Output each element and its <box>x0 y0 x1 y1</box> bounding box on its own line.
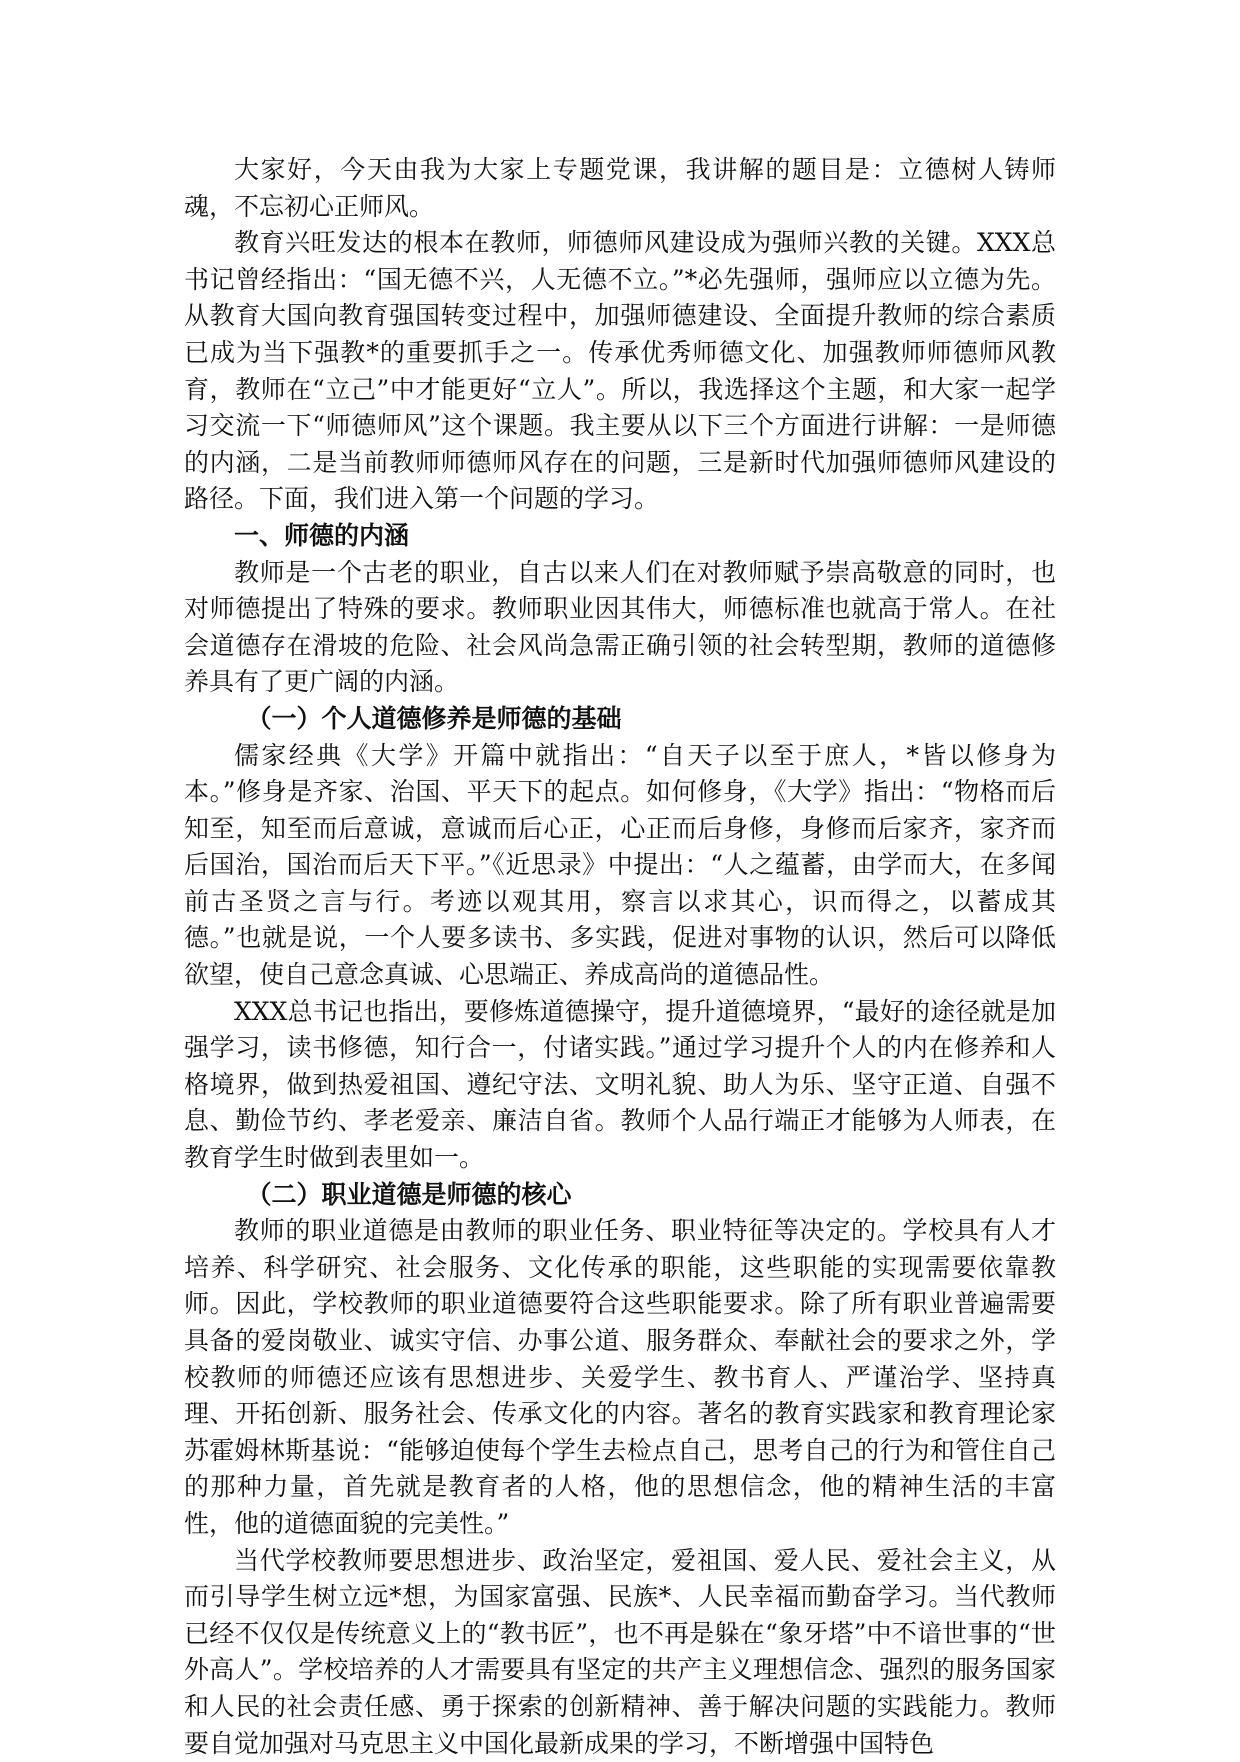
subsection-1-paragraph: 儒家经典《大学》开篇中就指出：“自天子以至于庶人，*皆以修身为本。”修身是齐家、治国、平天下的起点。如何修身，《大学》指出：“物格而后知至，知至而后意诚，意诚而后心正，心正而后身修，身修而后家齐，家齐而后国治，国治而后天下平。”《近思录》中提出：“人之蕴蓄，由学而大，在多闻前古圣贤之言与行。考迹以观其用，察言以求其心，识而得之，以蓄成其德。”也就是说，一个人要多读书、多实践，促进对事物的认识，然后可以降低欲望，使自己意念真诚、心思端正、养成高尚的道德品性。 <box>184 740 1056 990</box>
document-body <box>184 152 1056 1762</box>
subsection-2-paragraph: 当代学校教师要思想进步、政治坚定，爱祖国、爱人民、爱社会主义，从而引导学生树立远*想，为国家富强、民族*、人民幸福而勤奋学习。当代教师已经不仅仅是传统意义上的“教书匠”，也不再是躲在“象牙塔”中不谙世事的“世外高人”。学校培养的人才需要具有坚定的共产主义理想信念、强烈的服务国家和人民的社会责任感、勇于探索的创新精神、善于解决问题的实践能力。教师要自觉加强对马克思主义中国化最新成果的学习，不断增强中国特色 <box>184 1545 1056 1758</box>
subsection-heading-2: （二）职业道德是师德的核心 <box>246 1179 572 1209</box>
intro-paragraph: 大家好，今天由我为大家上专题党课，我讲解的题目是：立德树人铸师魂，不忘初心正师风。 <box>184 155 1056 221</box>
subsection-2-paragraph: 教师的职业道德是由教师的职业任务、职业特征等决定的。学校具有人才培养、科学研究、社会服务、文化传承的职能，这些职能的实现需要依靠教师。因此，学校教师的职业道德要符合这些职能要求。除了所有职业普遍需要具备的爱岗敬业、诚实守信、办事公道、服务群众、奉献社会的要求之外，学校教师的师德还应该有思想进步、关爱学生、教书育人、严谨治学、坚持真理、开拓创新、服务社会、传承文化的内容。著名的教育实践家和教育理论家苏霍姆林斯基说：“能够迫使每个学生去检点自己，思考自己的行为和管住自己的那种力量，首先就是教育者的人格，他的思想信念，他的精神生活的丰富性，他的道德面貌的完美性。” <box>184 1216 1056 1538</box>
section-1-paragraph: 教师是一个古老的职业，自古以来人们在对教师赋予崇高敬意的同时，也对师德提出了特殊的要求。教师职业因其伟大，师德标准也就高于常人。在社会道德存在滑坡的危险、社会风尚急需正确引领的社会转型期，教师的道德修养具有了更广阔的内涵。 <box>184 557 1056 697</box>
subsection-heading-1: （一）个人道德修养是师德的基础 <box>246 703 622 733</box>
subsection-1-paragraph: XXX总书记也指出，要修炼道德操守，提升道德境界，“最好的途径就是加强学习，读书修德，知行合一，付诸实践。”通过学习提升个人的内在修养和人格境界，做到热爱祖国、遵纪守法、文明礼貌、助人为乐、坚守正道、自强不息、勤俭节约、孝老爱亲、廉洁自省。教师个人品行端正才能够为人师表，在教育学生时做到表里如一。 <box>184 996 1056 1173</box>
overview-paragraph: 教育兴旺发达的根本在教师，师德师风建设成为强师兴教的关键。XXX总书记曾经指出：“国无德不兴，人无德不立。”*必先强师，强师应以立德为先。从教育大国向教育强国转变过程中，加强师德建设、全面提升教师的综合素质已成为当下强教*的重要抓手之一。传承优秀师德文化、加强教师师德师风教育，教师在“立己”中才能更好“立人”。所以，我选择这个主题，和大家一起学习交流一下“师德师风”这个课题。我主要从以下三个方面进行讲解：一是师德的内涵，二是当前教师师德师风存在的问题，三是新时代加强师德师风建设的路径。下面，我们进入第一个问题的学习。 <box>184 228 1056 514</box>
section-heading-1: 一、师德的内涵 <box>234 520 410 550</box>
